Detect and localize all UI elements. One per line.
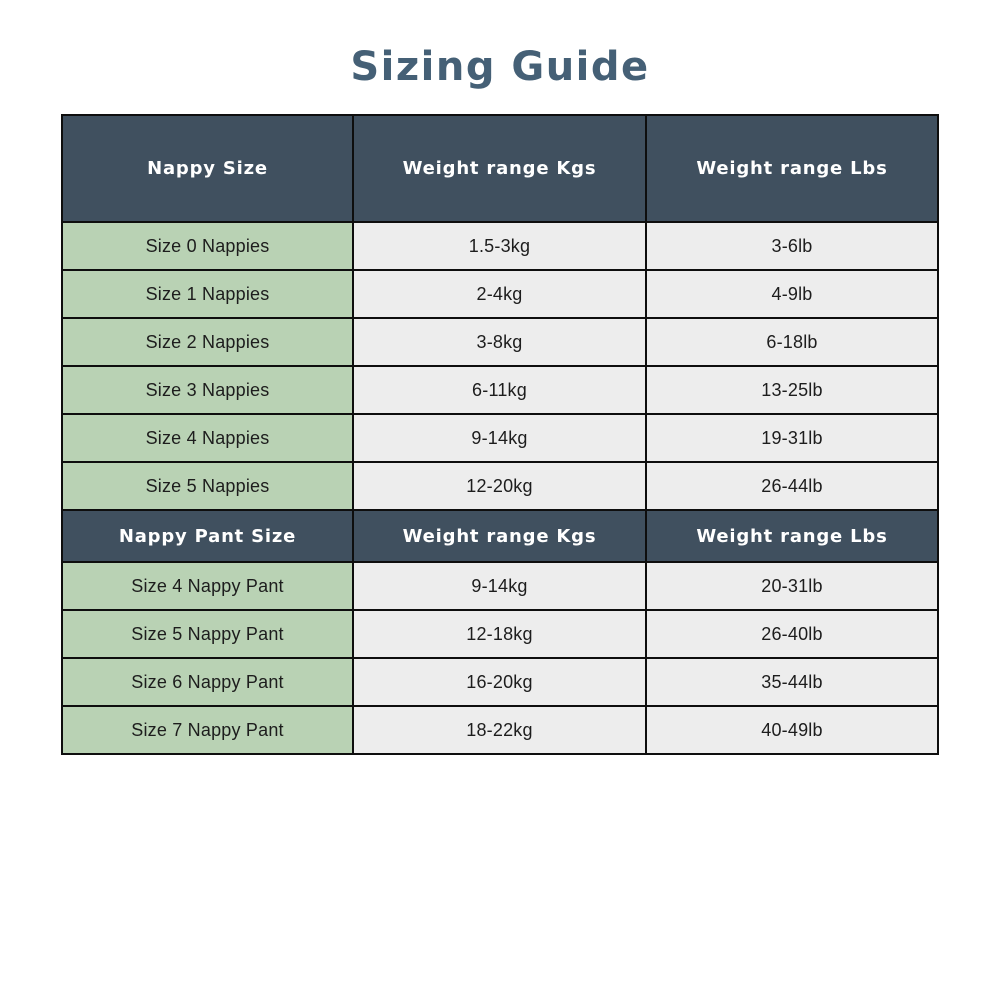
weight-lb-value: 13-25lb bbox=[646, 366, 938, 414]
weight-kg-value: 9-14kg bbox=[353, 562, 646, 610]
header-nappy-pant-size: Nappy Pant Size bbox=[62, 510, 353, 562]
weight-kg-value: 2-4kg bbox=[353, 270, 646, 318]
table-row bbox=[62, 462, 938, 510]
weight-lb-value: 35-44lb bbox=[646, 658, 938, 706]
sizing-table bbox=[61, 114, 939, 755]
table-row bbox=[62, 610, 938, 658]
header-weight-kgs: Weight range Kgs bbox=[353, 115, 646, 222]
weight-kg-value: 6-11kg bbox=[353, 366, 646, 414]
nappy-size-label: Size 2 Nappies bbox=[62, 318, 353, 366]
weight-lb-value: 40-49lb bbox=[646, 706, 938, 754]
weight-lb-value: 19-31lb bbox=[646, 414, 938, 462]
weight-lb-value: 20-31lb bbox=[646, 562, 938, 610]
nappy-pant-size-header-row bbox=[62, 510, 938, 562]
nappy-size-label: Size 5 Nappies bbox=[62, 462, 353, 510]
nappy-size-label: Size 1 Nappies bbox=[62, 270, 353, 318]
weight-kg-value: 12-18kg bbox=[353, 610, 646, 658]
header-weight-lbs: Weight range Lbs bbox=[646, 510, 938, 562]
nappy-pant-size-label: Size 4 Nappy Pant bbox=[62, 562, 353, 610]
weight-lb-value: 6-18lb bbox=[646, 318, 938, 366]
nappy-size-label: Size 4 Nappies bbox=[62, 414, 353, 462]
table-row bbox=[62, 318, 938, 366]
weight-kg-value: 1.5-3kg bbox=[353, 222, 646, 270]
nappy-size-label: Size 3 Nappies bbox=[62, 366, 353, 414]
weight-lb-value: 3-6lb bbox=[646, 222, 938, 270]
header-nappy-size: Nappy Size bbox=[62, 115, 353, 222]
header-weight-kgs: Weight range Kgs bbox=[353, 510, 646, 562]
weight-kg-value: 3-8kg bbox=[353, 318, 646, 366]
nappy-pant-size-label: Size 7 Nappy Pant bbox=[62, 706, 353, 754]
weight-lb-value: 4-9lb bbox=[646, 270, 938, 318]
table-row bbox=[62, 222, 938, 270]
weight-lb-value: 26-40lb bbox=[646, 610, 938, 658]
table-row bbox=[62, 562, 938, 610]
header-weight-lbs: Weight range Lbs bbox=[646, 115, 938, 222]
weight-kg-value: 18-22kg bbox=[353, 706, 646, 754]
table-row bbox=[62, 366, 938, 414]
nappy-pant-size-label: Size 6 Nappy Pant bbox=[62, 658, 353, 706]
table-row bbox=[62, 706, 938, 754]
nappy-size-label: Size 0 Nappies bbox=[62, 222, 353, 270]
table-row bbox=[62, 414, 938, 462]
nappy-pant-size-label: Size 5 Nappy Pant bbox=[62, 610, 353, 658]
table-row bbox=[62, 270, 938, 318]
weight-kg-value: 16-20kg bbox=[353, 658, 646, 706]
page-title: Sizing Guide bbox=[350, 44, 650, 90]
nappy-size-header-row bbox=[62, 115, 938, 222]
table-row bbox=[62, 658, 938, 706]
weight-kg-value: 12-20kg bbox=[353, 462, 646, 510]
weight-kg-value: 9-14kg bbox=[353, 414, 646, 462]
weight-lb-value: 26-44lb bbox=[646, 462, 938, 510]
